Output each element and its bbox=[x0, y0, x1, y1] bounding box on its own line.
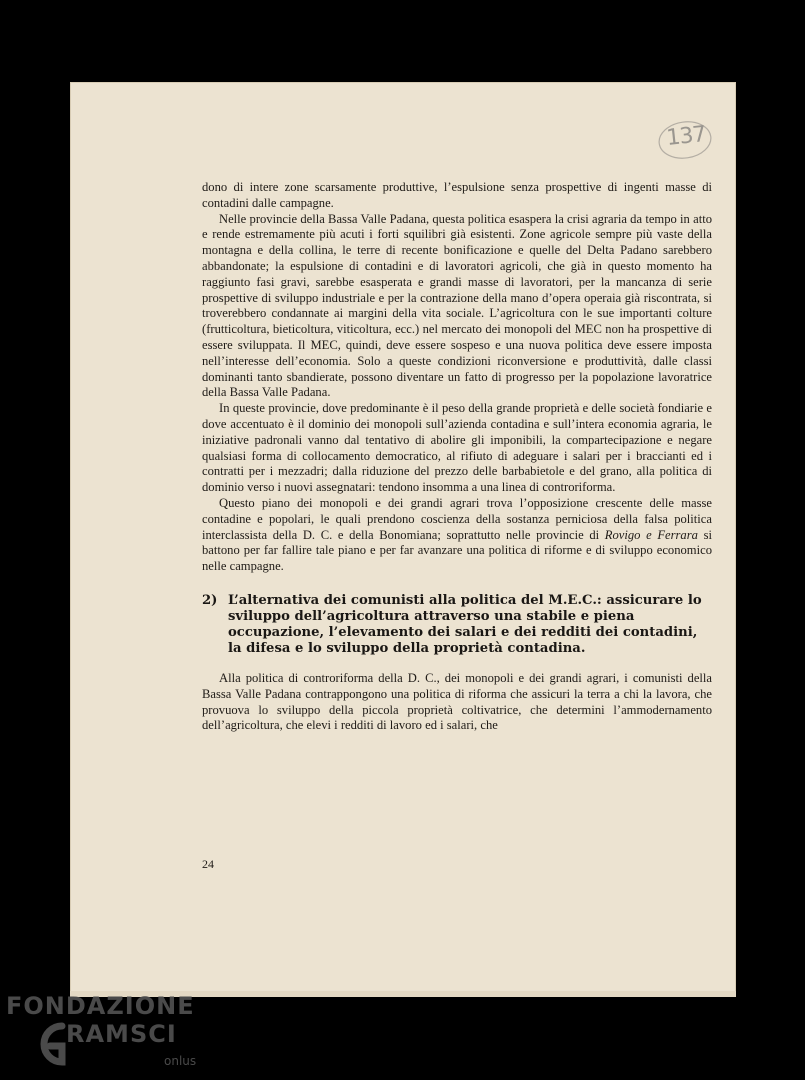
paragraph-1: dono di intere zone scarsamente produttive, l’espulsione senza prospettive di ingenti masse di contadini dalle campagne. bbox=[202, 180, 712, 210]
paragraph-4-place-names: Rovigo e Ferrara bbox=[604, 527, 698, 542]
section-title: L’alternativa dei comunisti alla politica del M.E.C.: assicurare lo sviluppo dell’agricoltura attraverso una stabile e piena occupazione, l’elevamento dei salari e dei redditi dei contadini, la difesa e lo sviluppo della proprietà contadina. bbox=[228, 592, 702, 656]
archive-folio-stamp bbox=[656, 118, 714, 162]
paragraph-2: Nelle provincie della Bassa Valle Padana, questa politica esaspera la crisi agraria da tempo in atto e rende estremamente più acuti i forti squilibri già esistenti. Zone agricole sempre più vaste della montagna e della collina, le terre di recente bonificazione e quelle del Delta Padano sarebbero abbandonate; la espulsione di contadini e di lavoratori agricoli, che già in questo momento ha raggiunto fasi gravi, sarebbe esasperata e grandi masse di lavoratori, per la mancanza di serie prospettive di sviluppo industriale e per la contrazione della mano d’opera operaia già riscontrata, si troverebbero condannate ai margini della vita sociale. L’agricoltura con le sue importanti colture (frutticoltura, bieticoltura, viticoltura, ecc.) nel mercato dei monopoli del MEC non ha prospettive di essere sviluppata. Il MEC, quindi, deve essere sospeso e una nuova politica deve essere imposta nell’interesse dell’economia. Solo a queste condizioni riconversione e produttività, dalle classi dominanti tanto sbandierate, possono diventare un fatto di progresso per la popolazione lavoratrice della Bassa Valle Padana. bbox=[202, 211, 712, 400]
paragraph-3: In queste provincie, dove predominante è il peso della grande proprietà e delle società fondiarie e dove accentuato è il dominio dei monopoli sull’azienda contadina e sull’intera economia agraria, le iniziative padronali vanno dal tentativo di abolire gli imponibili, la compartecipazione e negare qualsiasi forma di collocamento democratico, al rifiuto di adeguare i salari per i braccianti ed i contratti per i mezzadri; dalla riduzione del prezzo delle barbabietole e del grano, alla politica di dominio verso i nuovi assegnatari: tendono insomma a una linea di controriforma. bbox=[202, 401, 712, 495]
section-number: 2) bbox=[202, 592, 218, 608]
watermark-line-1: FONDAZIONE bbox=[6, 992, 195, 1020]
watermark-logo bbox=[6, 992, 197, 1068]
watermark-line-3: onlus bbox=[164, 1054, 197, 1068]
archive-folio-number: 137 bbox=[665, 122, 707, 151]
paragraph-4-text-a: Questo piano dei monopoli e dei grandi agrari trova l’opposizione crescente delle masse contadine e popolari, le quali prendono coscienza della sostanza perniciosa della falsa politica interclassista della D. C. e della Bonomiana; soprattutto nelle provincie di bbox=[202, 495, 712, 542]
g-logo-icon bbox=[32, 1020, 68, 1072]
paragraph-4 bbox=[202, 496, 712, 575]
page-number: 24 bbox=[202, 857, 214, 871]
watermark-line-2-row bbox=[6, 1020, 195, 1054]
watermark-line-2: RAMSCI bbox=[66, 1020, 177, 1048]
paragraph-4-text-b: si battono per far fallire tale piano e per far avanzare una politica di riforme e di sviluppo economico nelle campagne. bbox=[202, 527, 712, 574]
section-heading bbox=[202, 593, 712, 657]
page-content bbox=[202, 180, 712, 734]
document-page bbox=[70, 82, 736, 997]
paragraph-5: Alla politica di controriforma della D. C., dei monopoli e dei grandi agrari, i comunisti della Bassa Valle Padana contrappongono una politica di riforma che assicuri la terra a chi la lavora, che provuova lo sviluppo della piccola proprietà coltivatrice, che determini l’ammodernamento dell’agricoltura, che elevi i redditi di lavoro ed i salari, che bbox=[202, 670, 712, 733]
